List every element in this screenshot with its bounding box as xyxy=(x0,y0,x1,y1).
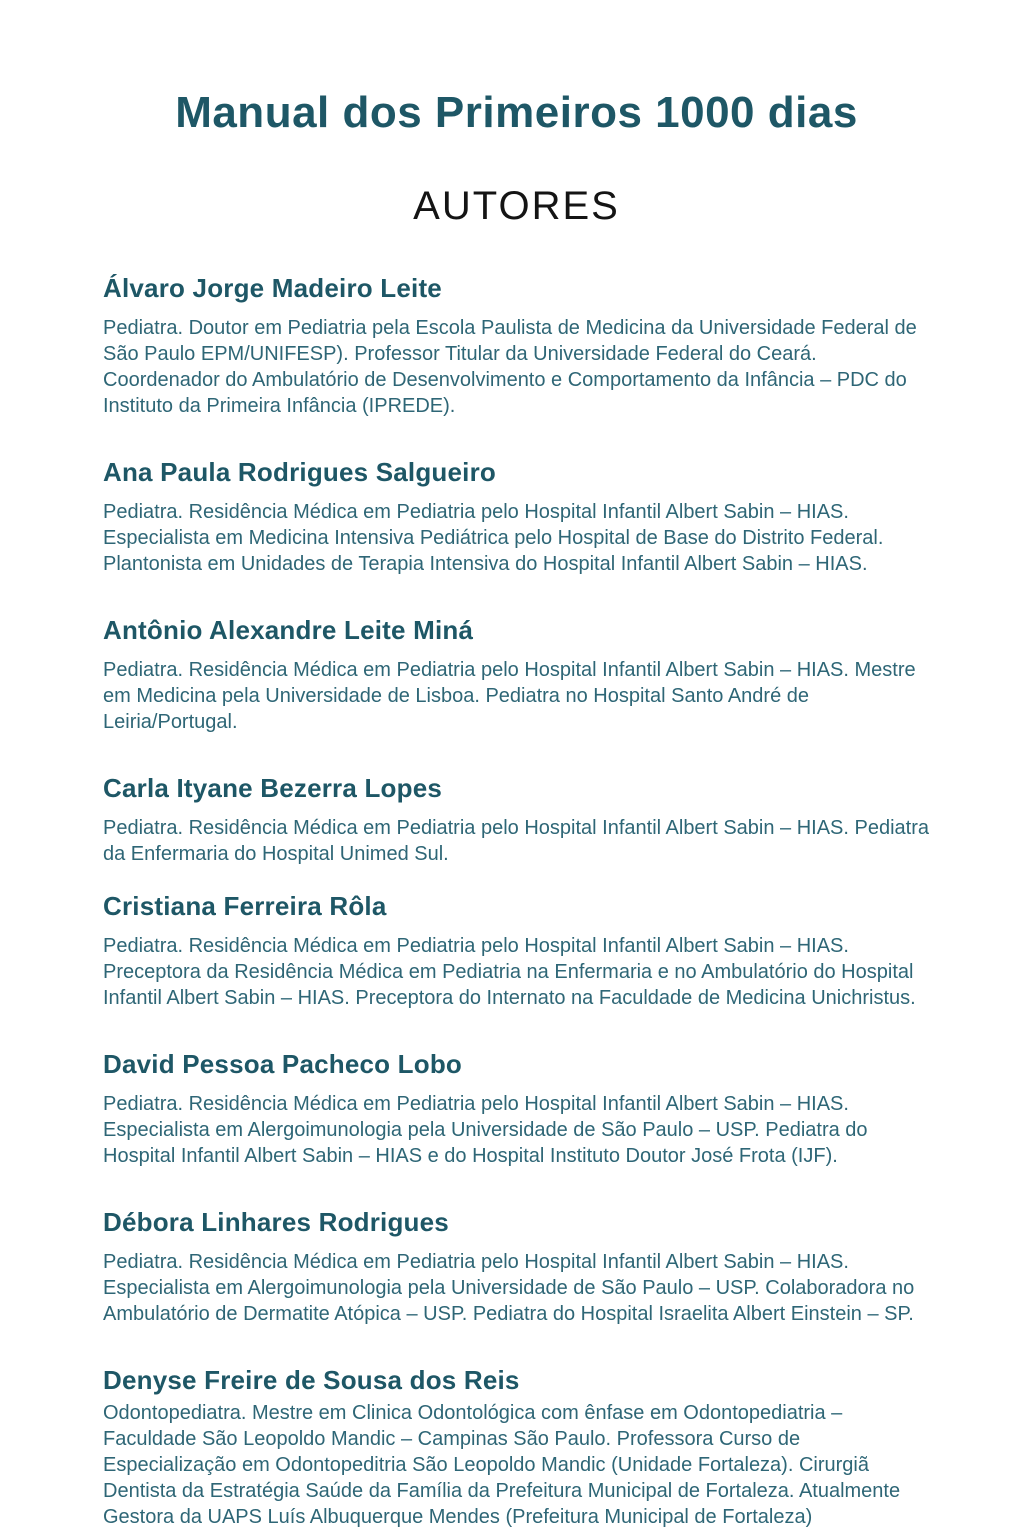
author-entry xyxy=(103,891,930,1011)
author-entry xyxy=(103,1049,930,1169)
author-entry xyxy=(103,457,930,577)
author-bio: Pediatra. Residência Médica em Pediatria pelo Hospital Infantil Albert Sabin – HIAS. Especialista em Alergoimunologia pela Universidade de São Paulo – USP. Colaboradora no Ambulatório de Dermatite Atópica – USP. Pediatra do Hospital Israelita Albert Einstein – SP. xyxy=(103,1251,915,1325)
author-entry xyxy=(103,273,930,419)
author-bio: Pediatra. Residência Médica em Pediatria pelo Hospital Infantil Albert Sabin – HIAS. Especialista em Alergoimunologia pela Universidade de São Paulo – USP. Pediatra do Hospital Infantil Albert Sabin – HIAS e do Hospital Instituto Doutor José Frota (IJF). xyxy=(103,1093,868,1167)
author-name: David Pessoa Pacheco Lobo xyxy=(103,1049,463,1079)
author-name: Carla Ityane Bezerra Lopes xyxy=(103,773,443,803)
author-name: Álvaro Jorge Madeiro Leite xyxy=(103,273,442,303)
author-bio: Pediatra. Residência Médica em Pediatria pelo Hospital Infantil Albert Sabin – HIAS. Especialista em Medicina Intensiva Pediátrica pelo Hospital de Base do Distrito Federal. Plantonista em Unidades de Terapia Intensiva do Hospital Infantil Albert Sabin – HIAS. xyxy=(103,501,884,575)
authors-section-heading: AUTORES xyxy=(413,184,620,228)
author-bio: Pediatra. Residência Médica em Pediatria pelo Hospital Infantil Albert Sabin – HIAS. Pediatra da Enfermaria do Hospital Unimed Sul. xyxy=(103,817,930,865)
author-entry xyxy=(103,615,930,735)
author-name: Débora Linhares Rodrigues xyxy=(103,1207,449,1237)
author-entry xyxy=(103,1365,930,1530)
document-title: Manual dos Primeiros 1000 dias xyxy=(175,88,858,137)
author-name: Ana Paula Rodrigues Salgueiro xyxy=(103,457,496,487)
author-bio: Odontopediatra. Mestre em Clinica Odontológica com ênfase em Odontopediatria – Faculdade São Leopoldo Mandic – Campinas São Paulo. Professora Curso de Especialização em Odontopeditria São Leopoldo Mandic (Unidade Fortaleza). Cirurgiã Dentista da Estratégia Saúde da Família da Prefeitura Municipal de Fortaleza. Atualmente Gestora da UAPS Luís Albuquerque Mendes (Prefeitura Municipal de Fortaleza) xyxy=(103,1402,901,1528)
author-name: Antônio Alexandre Leite Miná xyxy=(103,615,474,645)
author-bio: Pediatra. Doutor em Pediatria pela Escola Paulista de Medicina da Universidade Federal de São Paulo EPM/UNIFESP). Professor Titular da Universidade Federal do Ceará. Coordenador do Ambulatório de Desenvolvimento e Comportamento da Infância – PDC do Instituto da Primeira Infância (IPREDE). xyxy=(103,317,917,417)
author-entry xyxy=(103,1207,930,1327)
author-bio: Pediatra. Residência Médica em Pediatria pelo Hospital Infantil Albert Sabin – HIAS. Preceptora da Residência Médica em Pediatria na Enfermaria e no Ambulatório do Hospital Infantil Albert Sabin – HIAS. Preceptora do Internato na Faculdade de Medicina Unichristus. xyxy=(103,935,916,1009)
author-entry xyxy=(103,773,930,867)
authors-list xyxy=(103,273,930,1530)
author-name: Cristiana Ferreira Rôla xyxy=(103,891,387,921)
author-bio: Pediatra. Residência Médica em Pediatria pelo Hospital Infantil Albert Sabin – HIAS. Mestre em Medicina pela Universidade de Lisboa. Pediatra no Hospital Santo André de Leiria/Portugal. xyxy=(103,659,916,733)
author-name: Denyse Freire de Sousa dos Reis xyxy=(103,1365,520,1395)
